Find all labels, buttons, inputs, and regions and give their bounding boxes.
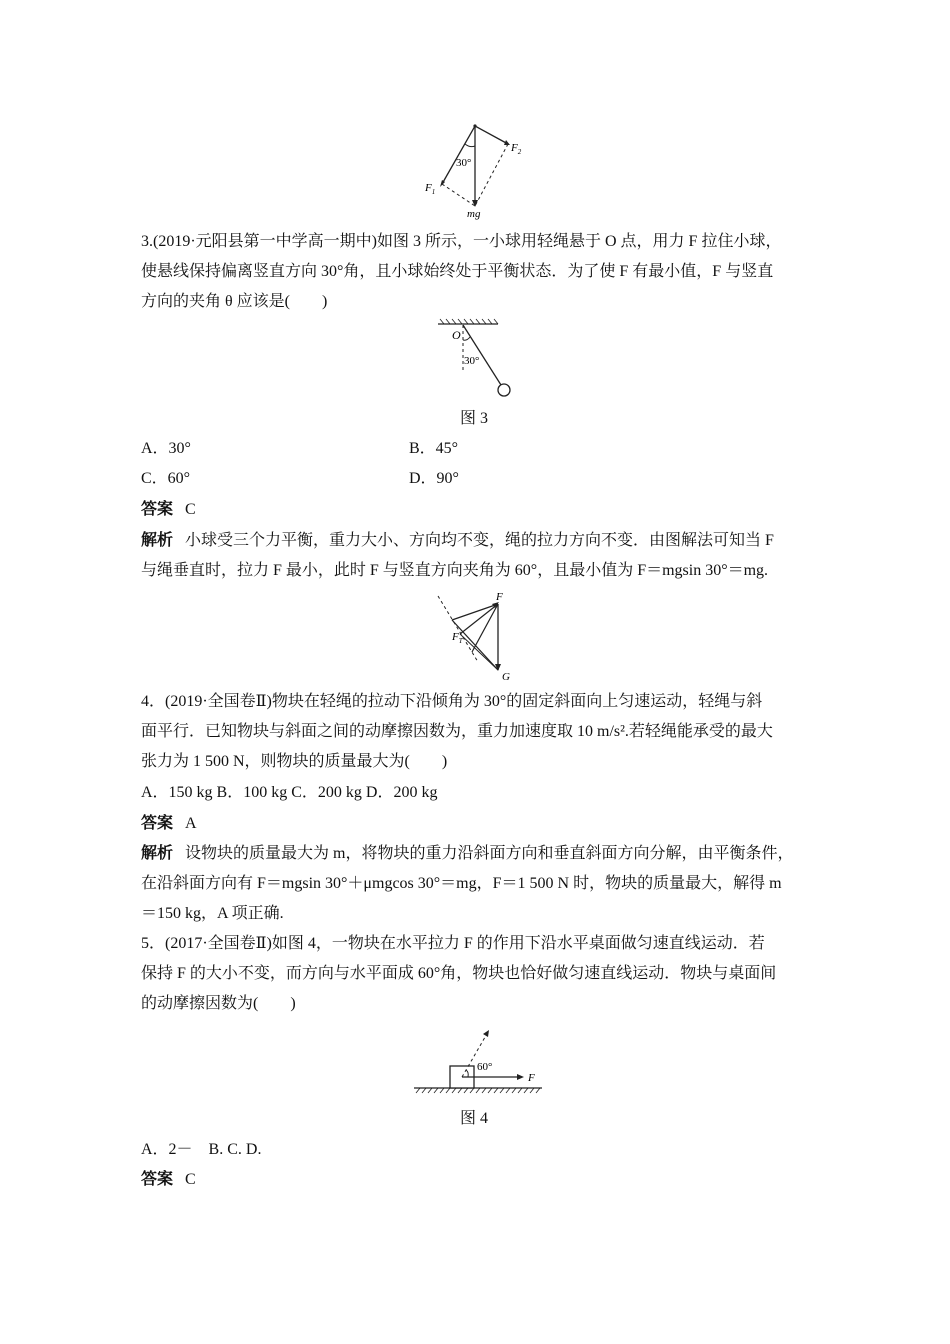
ft-label: $F_T$: [452, 631, 463, 645]
answer-value: C: [185, 1171, 196, 1188]
f-line-2: [460, 604, 498, 634]
table-hatch: [416, 1088, 540, 1093]
pivot-point: [473, 124, 476, 127]
ceiling-hatch: [440, 319, 498, 324]
q3-option-b: B．45°: [409, 440, 459, 457]
f2-line: [475, 126, 508, 144]
analysis-label: 解析: [141, 532, 174, 549]
q5-answer: [141, 1170, 196, 1190]
analysis-text: 设物块的质量最大为 m，将物块的重力沿斜面方向和垂直斜面方向分解，由平衡条件，: [185, 845, 794, 862]
q3-stem-line-1: 3.(2019·元阳县第一中学高一期中)如图 3 所示，一小球用轻绳悬于 O 点，用力 F 拉住小球，: [141, 233, 782, 250]
figure-3-caption: 图 3: [460, 410, 489, 427]
angle-label: 30°: [464, 355, 480, 367]
q5-stem-line-2: 保持 F 的大小不变，而方向与水平面成 60°角，物块也恰好做匀速直线运动．物块与桌面间: [141, 965, 777, 982]
dashed-side-1: [442, 184, 475, 206]
q3-answer: [141, 500, 196, 520]
answer-label: 答案: [141, 501, 174, 518]
angle-label: 30°: [456, 157, 472, 169]
angle-arc: [465, 144, 475, 147]
q4-analysis-line-2: 在沿斜面方向有 F＝mgsin 30°＋μmgcos 30°＝mg，F＝1 500 N 时，物块的质量最大，解得 m: [141, 875, 782, 892]
angle-label: 60°: [477, 1061, 493, 1073]
q3-option-d: D．90°: [409, 470, 459, 487]
ft-line: [452, 620, 498, 670]
figure-3-pendulum: [430, 318, 530, 402]
force-diagram-top: [420, 120, 530, 220]
angle-arc: [463, 337, 470, 340]
answer-value: C: [185, 501, 196, 518]
figure-4-caption: 图 4: [460, 1110, 489, 1127]
q4-analysis-line-3: ＝150 kg，A 项正确.: [141, 905, 284, 922]
analysis-label: 解析: [141, 845, 174, 862]
q4-answer: [141, 814, 197, 834]
force-arrowhead: [517, 1074, 524, 1080]
inclined-arrowhead: [483, 1030, 489, 1037]
q3-stem-line-3: 方向的夹角 θ 应该是( ): [141, 293, 328, 310]
rope-dashed: [438, 596, 478, 662]
q5-options: A．2－ B. C. D.: [141, 1141, 262, 1158]
mg-arrowhead: [472, 200, 478, 207]
q4-stem-line-2: 面平行．已知物块与斜面之间的动摩擦因数为，重力加速度取 10 m/s².若轻绳能承受的最大: [141, 723, 773, 740]
point-o-label: O: [452, 328, 461, 342]
figure-4-block: [410, 1022, 550, 1102]
q3-stem-line-2: 使悬线保持偏离竖直方向 30°角，且小球始终处于平衡状态．为了使 F 有最小值，F 与竖直: [141, 263, 774, 280]
q4-stem-line-1: 4．(2019·全国卷Ⅱ)物块在轻绳的拉动下沿倾角为 30°的固定斜面向上匀速运动，轻绳与斜: [141, 693, 763, 710]
answer-value: A: [185, 815, 197, 832]
q4-options: A．150 kg B．100 kg C．200 kg D．200 kg: [141, 784, 438, 801]
answer-label: 答案: [141, 1171, 174, 1188]
q5-stem-line-3: 的动摩擦因数为( ): [141, 995, 296, 1012]
mg-label: mg: [467, 208, 481, 220]
q3-analysis-line-1: [141, 531, 774, 551]
f2-label: $F_2$: [511, 142, 522, 156]
rope-f1-line: [442, 126, 475, 184]
q3-option-a: A．30°: [141, 440, 191, 457]
analysis-text: 小球受三个力平衡，重力大小、方向均不变，绳的拉力方向不变．由图解法可知当 F: [185, 532, 774, 549]
q5-stem-line-1: 5．(2017·全国卷Ⅱ)如图 4，一物块在水平拉力 F 的作用下沿水平桌面做匀速直线运动．若: [141, 935, 765, 952]
f-label: F: [496, 591, 503, 603]
f1-label: $F_1$: [425, 182, 436, 196]
answer-label: 答案: [141, 815, 174, 832]
force-label: F: [528, 1072, 535, 1084]
figure-force-triangle: [430, 590, 530, 682]
g-label: G: [502, 671, 510, 682]
q3-option-c: C．60°: [141, 470, 191, 487]
q3-analysis-line-2: 与绳垂直时，拉力 F 最小，此时 F 与竖直方向夹角为 60°，且最小值为 F＝mgsin 30°＝mg.: [141, 562, 769, 579]
ball: [498, 384, 510, 396]
q4-analysis-line-1: [141, 844, 793, 864]
q4-stem-line-3: 张力为 1 500 N，则物块的质量最大为( ): [141, 753, 448, 770]
dashed-side-2: [475, 144, 508, 206]
